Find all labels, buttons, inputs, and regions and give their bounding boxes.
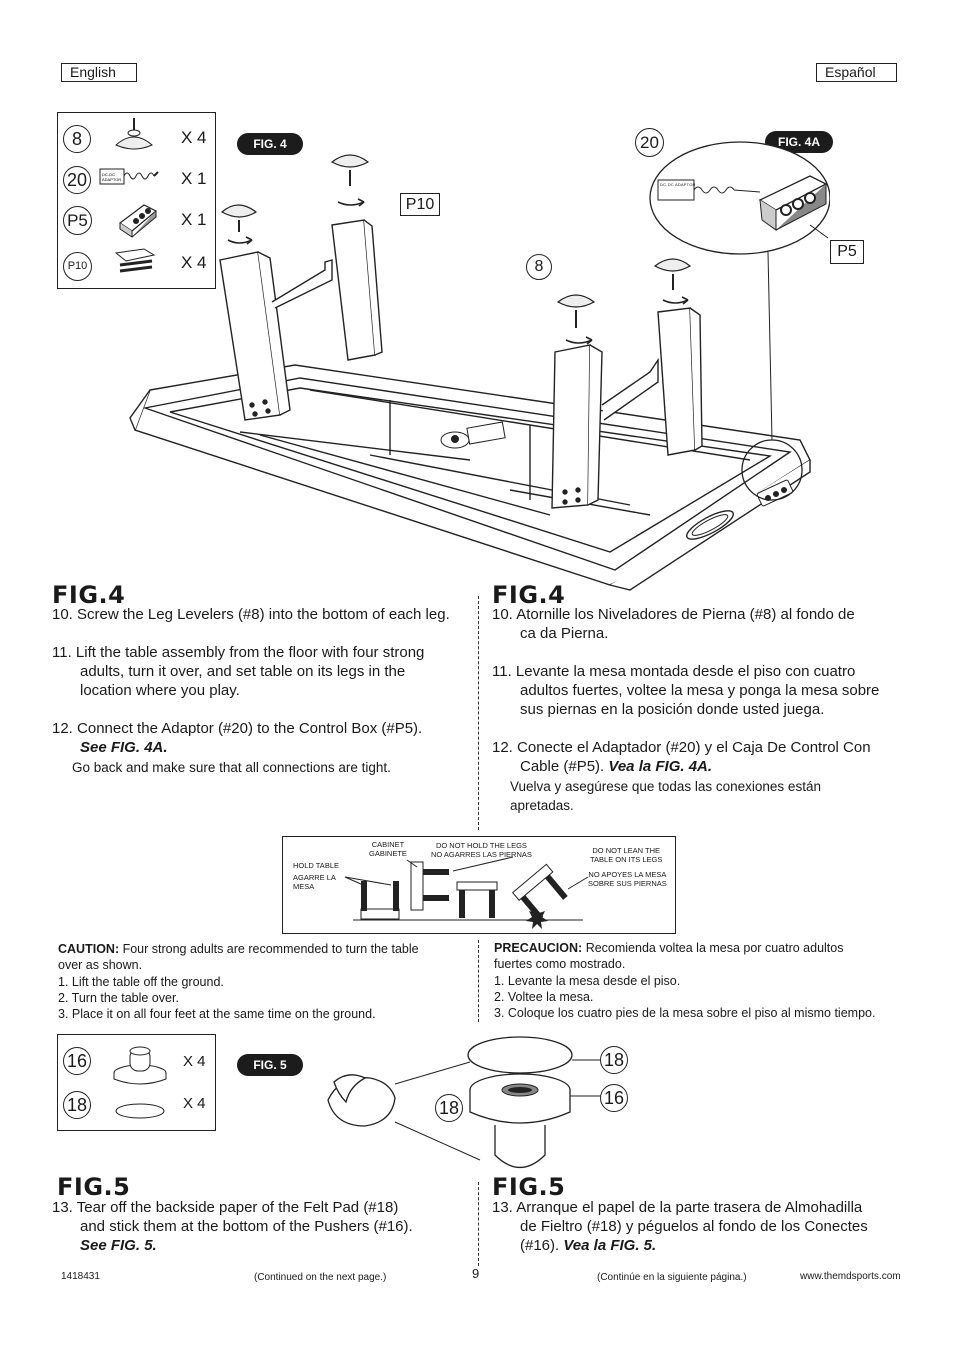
label-do-not-hold-es: NO AGARRES LAS PIERNAS	[431, 850, 532, 859]
parts-illustrations-fig5	[58, 1035, 215, 1130]
caution-es-step1: 1. Levante la mesa desde el piso.	[494, 973, 681, 988]
caution-diagram	[282, 836, 676, 934]
callout-p5: P5	[830, 240, 864, 264]
pusher-icon	[114, 1047, 166, 1084]
caution-es	[494, 940, 934, 1021]
es-step13-line1: 13. Arranque el papel de la parte trasera de Almohadilla	[492, 1199, 863, 1216]
es-step13-see: Vea la FIG. 5.	[563, 1237, 657, 1254]
en-fig4-title: FIG.4	[52, 581, 126, 609]
caution-en-label: CAUTION:	[58, 942, 120, 956]
qty-18: X 4	[183, 1095, 206, 1112]
fig4a-adaptor-text: DC-DC ADAPTOR	[660, 182, 696, 187]
es-step11-line2: adultos fuertes, voltee la mesa y ponga la mesa sobre	[520, 682, 880, 699]
qty-p5: X 1	[181, 210, 207, 229]
part-id-p5: P5	[63, 206, 92, 235]
es-step13-line3: (#16).	[520, 1237, 560, 1254]
es-step10-line2: ca da Pierna.	[520, 625, 609, 642]
fig5-pill: FIG. 5	[237, 1054, 303, 1076]
footer-code: 1418431	[61, 1271, 100, 1282]
en-step11-line3: location where you play.	[80, 682, 240, 699]
part-id-18: 18	[63, 1091, 91, 1119]
label-hold-table-es1: AGARRE LA	[293, 873, 336, 882]
en-fig4-steps	[52, 605, 482, 757]
es-fig4-title: FIG.4	[492, 581, 566, 609]
qty-16: X 4	[183, 1053, 206, 1070]
label-cabinet-en: CABINET	[371, 840, 405, 849]
caution-es-text2: fuertes como mostrado.	[494, 957, 626, 972]
label-do-not-hold	[431, 841, 532, 859]
felt-pad-icon	[116, 1104, 164, 1118]
es-step13-line2: de Fieltro (#18) y péguelos al fondo de los Conectes	[520, 1218, 868, 1235]
es-step10-line1: 10. Atornille los Niveladores de Pierna (#8) al fondo de	[492, 606, 855, 623]
callout-8: 8	[526, 254, 552, 280]
part-id-20: 20	[63, 166, 91, 194]
en-step10: 10. Screw the Leg Levelers (#8) into the bottom of each leg.	[52, 606, 450, 623]
es-fig5-title: FIG.5	[492, 1173, 566, 1201]
es-step11-line3: sus piernas en la posición donde usted juega.	[520, 701, 825, 718]
svg-text:DC-DC: DC-DC	[102, 172, 115, 177]
caution-en	[58, 941, 468, 1022]
svg-text:ADAPTOR: ADAPTOR	[102, 177, 122, 182]
es-step12-see: Vea la FIG. 4A.	[608, 758, 713, 775]
label-do-not-lean	[590, 846, 662, 864]
es-step11-line1: 11. Levante la mesa montada desde el piso con cuatro	[492, 663, 856, 680]
column-divider-mid	[478, 940, 479, 1022]
es-step12-line1: 12. Conecte el Adaptador (#20) y el Caja De Control Con	[492, 739, 871, 756]
es-fig4-steps	[492, 605, 922, 776]
detail-callout-line	[768, 252, 772, 440]
en-step13-line2: and stick them at the bottom of the Pushers (#16).	[80, 1218, 413, 1235]
en-step13-see: See FIG. 5.	[80, 1237, 157, 1254]
fig4a-pill: FIG. 4A	[765, 131, 833, 153]
qty-8: X 4	[181, 128, 207, 147]
footer-continued-es: (Continúe en la siguiente página.)	[597, 1272, 747, 1283]
caution-es-text1: Recomienda voltea la mesa por cuatro adultos	[585, 941, 844, 955]
label-hold-table-en: HOLD TABLE	[293, 861, 339, 870]
label-hold-table-es2: MESA	[293, 882, 315, 891]
en-step12-line1: 12. Connect the Adaptor (#20) to the Control Box (#P5).	[52, 720, 423, 737]
en-step11-line2: adults, turn it over, and set table on its legs in the	[80, 663, 406, 680]
label-cabinet	[369, 840, 407, 858]
felt-pad-illustration	[320, 1030, 620, 1180]
fig5-callout-18-top: 18	[600, 1046, 628, 1074]
caution-en-text1: Four strong adults are recommended to turn the table	[122, 942, 419, 956]
fig5-callout-16: 16	[600, 1084, 628, 1112]
caution-en-text2: over as shown.	[58, 958, 143, 973]
table-frame	[130, 365, 810, 590]
label-no-apoyes	[588, 870, 667, 888]
callout-p10: P10	[400, 193, 440, 216]
es-step12-line2: Cable (#P5).	[520, 758, 605, 775]
caution-es-label: PRECAUCION:	[494, 941, 583, 955]
label-do-not-lean-en2: TABLE ON ITS LEGS	[590, 855, 663, 864]
callout-20: 20	[635, 128, 664, 157]
caution-en-step3: 3. Place it on all four feet at the same time on the ground.	[58, 1007, 376, 1022]
part-id-p10: P10	[63, 252, 92, 281]
label-no-apoyes-1: NO APOYES LA MESA	[588, 870, 667, 879]
qty-20: X 1	[181, 169, 207, 188]
es-note-line2: apretadas.	[510, 798, 574, 813]
en-step11-line1: 11. Lift the table assembly from the floor with four strong	[52, 644, 425, 661]
label-hold-table	[293, 861, 339, 891]
table-assembly-illustration	[110, 120, 830, 600]
caution-en-step1: 1. Lift the table off the ground.	[58, 974, 224, 989]
caution-en-step2: 2. Turn the table over.	[58, 990, 179, 1005]
es-fig4-note	[510, 777, 821, 815]
footer-page-number: 9	[472, 1266, 480, 1281]
espanol-label: Español	[816, 63, 897, 82]
caution-es-step3: 3. Coloque los cuatro pies de la mesa sobre el piso al mismo tiempo.	[494, 1006, 876, 1021]
label-cabinet-es: GABINETE	[369, 849, 407, 858]
fig5-callout-18-left: 18	[435, 1094, 463, 1122]
qty-p10: X 4	[181, 253, 207, 272]
fig4-pill: FIG. 4	[237, 133, 303, 155]
leg-levelers	[222, 155, 690, 328]
label-do-not-hold-en: DO NOT HOLD THE LEGS	[435, 841, 527, 850]
rotation-arrows	[228, 199, 688, 344]
en-fig5-title: FIG.5	[57, 1173, 131, 1201]
footer-continued-en: (Continued on the next page.)	[254, 1272, 387, 1283]
en-step12-see: See FIG. 4A.	[80, 739, 168, 756]
parts-box-fig5	[57, 1034, 216, 1131]
es-note-line1: Vuelva y asegúrese que todas las conexiones están	[510, 779, 821, 794]
es-fig5-steps	[492, 1198, 932, 1255]
english-label: English	[61, 63, 137, 82]
caution-es-step2: 2. Voltee la mesa.	[494, 989, 594, 1004]
en-step13-line1: 13. Tear off the backside paper of the Felt Pad (#18)	[52, 1199, 399, 1216]
part-id-8: 8	[63, 125, 91, 153]
footer-url: www.themdsports.com	[800, 1271, 901, 1282]
en-fig5-steps	[52, 1198, 472, 1255]
column-divider-bottom	[478, 1182, 479, 1266]
label-no-apoyes-2: SOBRE SUS PIERNAS	[588, 879, 667, 888]
en-fig4-note: Go back and make sure that all connections are tight.	[72, 760, 391, 775]
label-do-not-lean-en1: DO NOT LEAN THE	[592, 846, 661, 855]
part-id-16: 16	[63, 1047, 91, 1075]
